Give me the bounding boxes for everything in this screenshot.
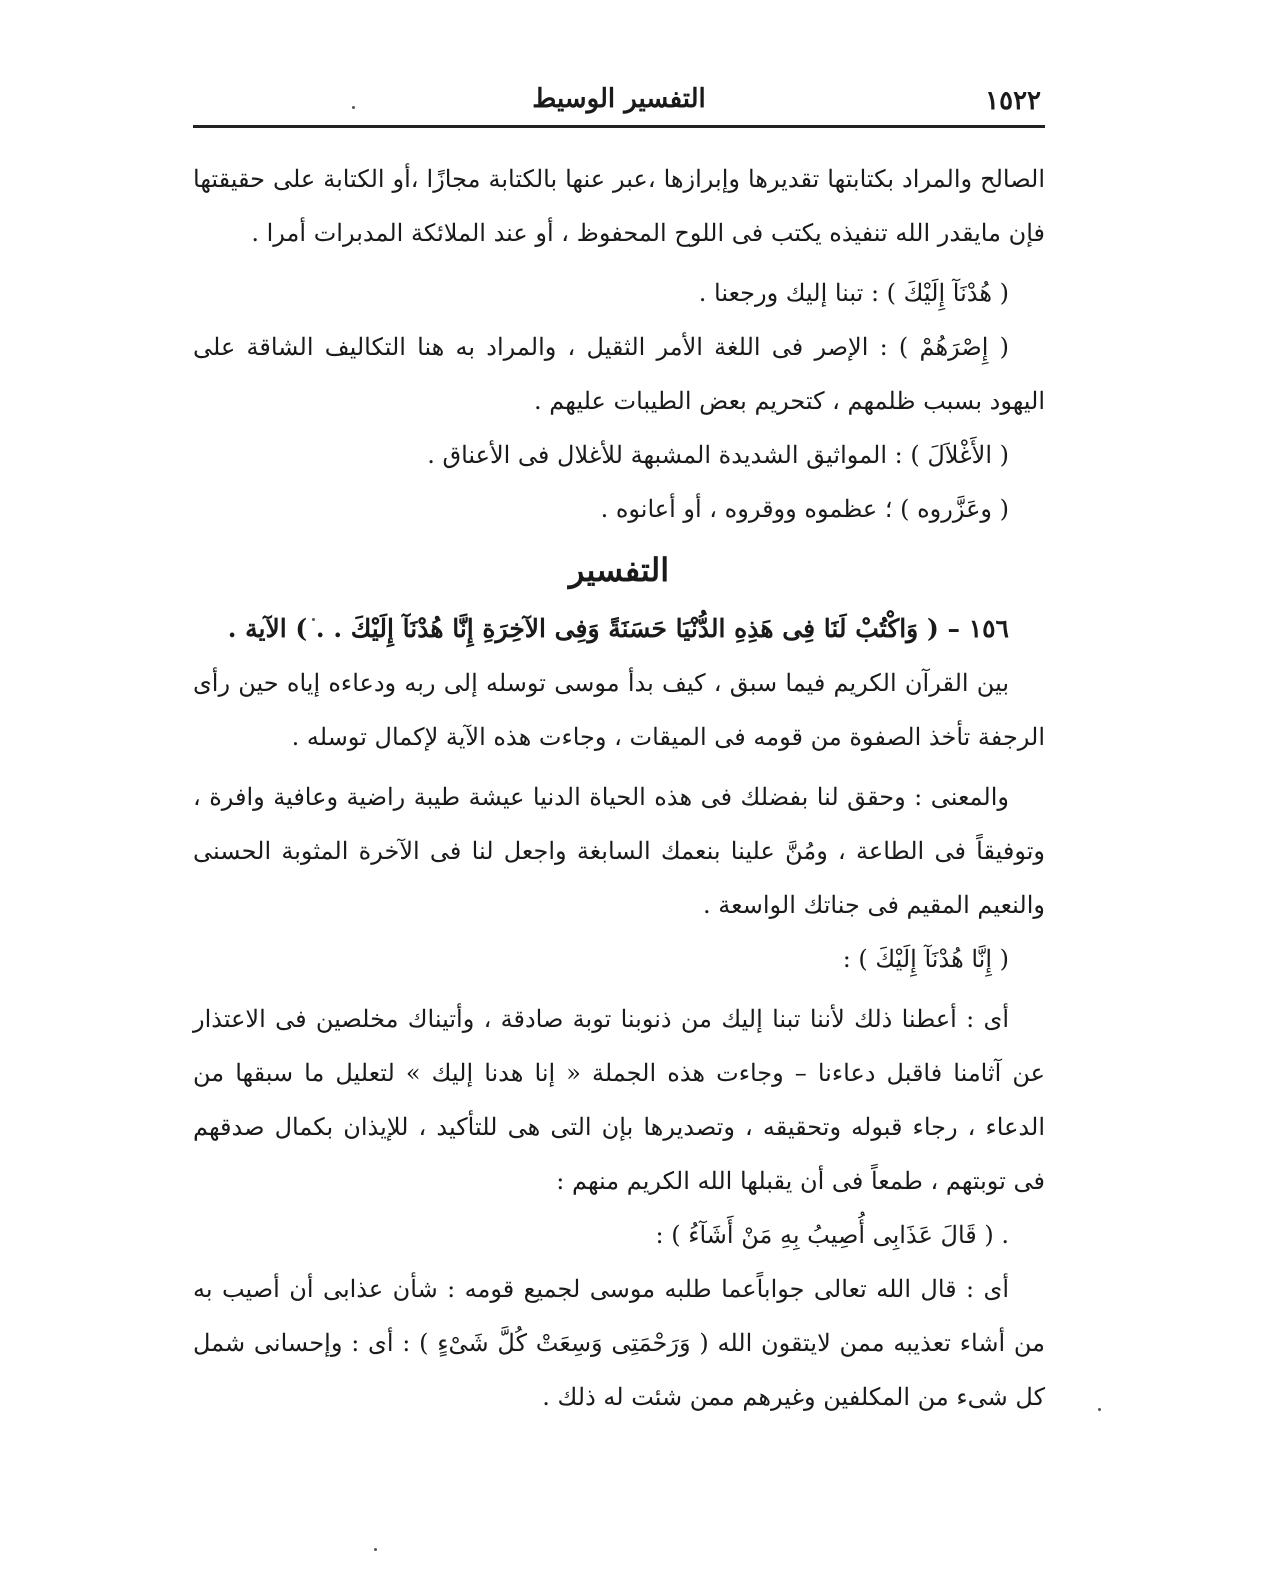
- paragraph-explanation-2: أى : قال الله تعالى جواباًعما طلبه موسى لجميع قومه : شأن عذابى أن أصيب به من أشاء تعذيبه ممن لايتقون الله ( وَرَحْمَتِى وَسِعَتْ كُلَّ شَىْءٍ ) : أى : وإحسانى شمل كل شىء من المكلفين وغيرهم ممن شئت له ذلك .: [193, 1275, 1045, 1411]
- quote-qala-adhabi: . ( قَالَ عَذَابِى أُصِيبُ بِهِ مَنْ أَشَآءُ ) :: [655, 1221, 1009, 1249]
- page-number: ١٥٢٢: [985, 86, 1041, 116]
- gloss-aghlal: ( الأَغْلاَلَ ) : المواثيق الشديدة المشبهة للأغلال فى الأعناق .: [427, 441, 1009, 469]
- quote-inna-hudna: ( إِنَّا هُدْنَآ إِلَيْكَ ) :: [842, 945, 1009, 973]
- scan-speck: [1098, 1408, 1101, 1411]
- section-heading: التفسير: [568, 551, 670, 589]
- gloss-azzaruh: ( وعَزَّروه ) ؛ عظموه ووقروه ، أو أعانوه .: [600, 495, 1009, 523]
- gloss-hudna: ( هُدْنَآ إِلَيْكَ ) : تبنا إليك ورجعنا .: [698, 279, 1009, 307]
- paragraph-explanation-1: أى : أعطنا ذلك لأننا تبنا إليك من ذنوبنا توبة صادقة ، وأتيناك مخلصين فى الاعتذار عن آثامنا فاقبل دعاءنا – وجاءت هذه الجملة « إنا هدنا إليك » لتعليل ما سبقها من الدعاء ، رجاء قبوله وتحقيقه ، وتصديرها بإن التى هى للتأكيد ، للإيذان بكمال صدقهم فى توبتهم ، طمعاً فى أن يقبلها الله الكريم منهم :: [193, 1005, 1045, 1195]
- paragraph-meaning: والمعنى : وحقق لنا بفضلك فى هذه الحياة الدنيا عيشة طيبة راضية وعافية وافرة ، وتوفيقاً فى الطاعة ، ومُنَّ علينا بنعمك السابغة واجعل لنا فى الآخرة المثوبة الحسنى والنعيم المقيم فى جناتك الواسعة .: [193, 783, 1045, 919]
- scan-speck: [374, 1548, 377, 1551]
- gloss-israhum: ( إِصْرَهُمْ ) : الإصر فى اللغة الأمر الثقيل ، والمراد به هنا التكاليف الشاقة على اليهود بسبب ظلمهم ، كتحريم بعض الطيبات عليهم .: [193, 333, 1045, 415]
- verse-heading: ١٥٦ – ( وَاكْتُبْ لَنَا فِى هَذِهِ الدُّنْيَا حَسَنَةً وَفِى الآخِرَةِ إِنَّا هُدْنَآ إِلَيْكَ . . ) الآية .: [227, 614, 1009, 643]
- page-body: [193, 152, 1045, 1424]
- header-rule: [193, 125, 1045, 128]
- paragraph-continuation: الصالح والمراد بكتابتها تقديرها وإبرازها ،عبر عنها بالكتابة مجازًا ،أو الكتابة على حقيقتها فإن مايقدر الله تنفيذه يكتب فى اللوح المحفوظ ، أو عند الملائكة المدبرات أمرا .: [193, 165, 1045, 247]
- running-title: التفسير الوسيط: [532, 84, 706, 114]
- paragraph-context: بين القرآن الكريم فيما سبق ، كيف بدأ موسى توسله إلى ربه ودعاءه إياه حين رأى الرجفة تأخذ الصفوة من قومه فى الميقات ، وجاءت هذه الآية لإكمال توسله .: [193, 669, 1045, 751]
- page-header: [193, 78, 1045, 128]
